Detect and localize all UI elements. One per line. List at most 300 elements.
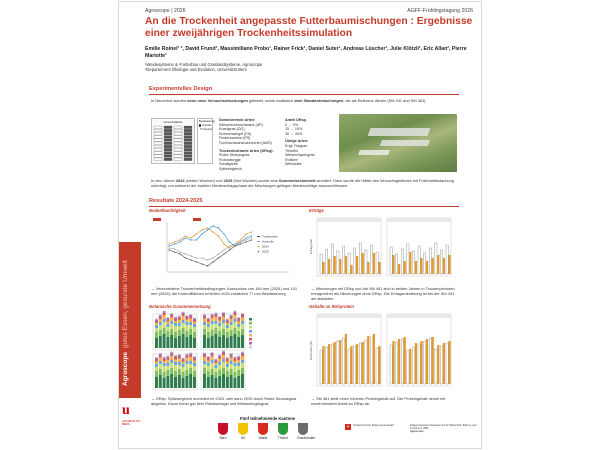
botanical-bar-segment [163,363,166,366]
moisture-point [223,249,224,250]
botanical-bar-segment [159,330,162,336]
botanical-bar-segment [159,375,162,388]
protein-bar-drought [404,337,406,384]
botanical-bar-segment [203,353,206,354]
yield-chart [309,214,459,284]
moisture-point [179,251,180,252]
botanical-bar-segment [218,337,221,348]
botanical-bar-segment [241,360,244,363]
botanical-bar-segment [159,358,162,362]
botanical-bar-segment [207,359,210,361]
botanical-bar-segment [159,353,162,354]
botanical-bar-segment [237,360,240,363]
botanical-bar-segment [214,321,217,324]
species-item: Knaulgras (DG) [219,127,245,132]
botanical-bar-segment [237,358,240,360]
botanical-bar-segment [174,323,177,326]
botanical-bar-segment [218,356,221,358]
moisture-point [251,239,252,240]
botanical-chart [149,310,299,394]
botanical-bar-segment [237,363,240,366]
botanical-bar-segment [230,316,233,318]
botanical-bar-segment [170,356,173,360]
plot-cell [154,136,162,139]
botanical-bar-segment [193,366,196,371]
botanical-bar-segment [237,331,240,337]
canton-name: Thürnn [277,436,289,440]
botanical-legend-swatch [249,330,252,333]
botanical-bar-segment [218,376,221,388]
botanical-bar-segment [218,355,221,356]
botanical-bar-segment [211,318,214,321]
results-rule [149,206,459,207]
botanical-bar-segment [170,324,173,329]
botanical-bar-segment [182,320,185,323]
botanical-bar-segment [163,322,166,328]
protein-bar-control [407,350,409,384]
botanical-bar-segment [230,336,233,348]
botanical-bar-segment [226,328,229,332]
yield-bar-control [407,244,409,274]
canton-graubünden [297,423,316,440]
protein-bar-drought [415,343,417,384]
method-text-run: Sommertrockenheit [278,178,316,183]
botanical-bar-segment [193,319,196,321]
protein-bar-drought [322,346,324,384]
yield-bar-control [354,248,356,274]
protein-bar-control [376,348,378,384]
canton-wallis [257,423,269,439]
botanical-bar-segment [233,322,236,328]
botanical-bar-segment [166,331,169,337]
botanical-bar-segment [166,317,169,318]
plot-cell [184,126,192,129]
plot-cell [164,155,172,158]
botanical-bar-segment [174,338,177,348]
yield-bar-control [376,252,378,274]
botanical-bar-segment [218,331,221,337]
botanical-bar-segment [214,317,217,321]
design-intro-run: , die als Referenz dienen (SM 431 and SM 481). [343,98,427,103]
protein-bar-drought [409,349,411,384]
field-plot-schematic [151,118,195,164]
moisture-point [251,235,252,236]
botanical-bar-segment [159,319,162,322]
poster [119,2,481,448]
botanical-bar-segment [203,322,206,325]
botanical-bar-segment [163,359,166,361]
botanical-bar-segment [214,315,217,317]
botanical-bar-segment [211,360,214,363]
botanical-bar-segment [211,353,214,355]
botanical-bar-segment [203,357,206,361]
plot-cell [154,139,162,142]
botanical-bar-segment [241,363,244,368]
sidebar [119,2,141,448]
botanical-bar-segment [211,315,214,317]
botanical-bar-segment [189,329,192,335]
protein-bar-drought [328,344,330,384]
protein-bar-control [390,345,392,384]
yield-bar-drought [398,264,400,274]
botanical-bar-segment [222,317,225,321]
moisture-point [223,233,224,234]
botanical-bar-segment [170,352,173,353]
botanical-bar-segment [185,315,188,316]
botanical-bar-segment [174,332,177,338]
design-intro-run: getestet, sowie zusätzlich [247,98,295,103]
botanical-bar-segment [211,375,214,388]
botanical-bar-segment [163,361,166,363]
botanical-bar-segment [170,318,173,322]
plot-cell [164,136,172,139]
botanical-bar-segment [159,316,162,318]
moisture-point [223,243,224,244]
yield-bar-drought [373,253,375,274]
plot-cell [154,142,162,145]
botanical-bar-segment [178,355,181,357]
botanical-bar-segment [218,326,221,331]
share-item: 30 → 30% [285,131,303,136]
yield-bar-control [396,254,398,274]
yield-panel-strip [317,218,381,222]
botanical-bar-segment [174,358,177,360]
botanical-bar-segment [189,368,192,374]
protein-bar-control [424,341,426,384]
protein-bar-drought [350,346,352,384]
moisture-point [168,249,169,250]
yield-bar-control [435,243,437,274]
botanical-bar-segment [233,363,236,366]
moisture-point [190,259,191,260]
botanical-bar-segment [203,354,206,356]
botanical-bar-segment [193,359,196,361]
moisture-point [185,237,186,238]
botanical-bar-segment [174,356,177,358]
botanical-bar-segment [193,322,196,324]
botanical-bar-segment [170,360,173,363]
botanical-bar-segment [185,316,188,318]
botanical-bar-segment [237,318,240,320]
botanical-bar-segment [170,313,173,314]
botanical-bar-segment [226,362,229,365]
moisture-point [212,261,213,262]
botanical-bar-segment [226,319,229,320]
protein-chart [309,310,459,394]
plot-cell [154,152,162,155]
botanical-note: → DRsp: Spitzwegerich dominiert im 2024, weil dann 2025 durch Rotes Straussgras abgelöst. Kaum höher gar kein Robstsebsgel und Wiesenbegesgras [151,396,297,406]
moisture-point [207,265,208,266]
botanical-bar-segment [237,370,240,376]
protein-bar-drought [420,341,422,384]
yield-bar-drought [404,261,406,274]
plot-cell [174,126,182,129]
botanical-bar-segment [185,331,188,337]
botanical-bar-segment [222,362,225,368]
plot-cell [164,129,172,132]
botanical-bar-segment [233,357,236,358]
moisture-point [245,233,246,234]
botanical-bar-segment [155,319,158,320]
design-intro-run: neun neue Versuchsmischungen [187,98,248,103]
botanical-bar-segment [178,326,181,330]
canton-shield-icon [298,423,308,435]
botanical-bar-segment [214,328,217,334]
botanical-bar-segment [155,377,158,388]
botanical-bar-segment [222,351,225,352]
botanical-bar-segment [163,372,166,378]
moisture-point [229,245,230,246]
botanical-bar-segment [155,328,158,332]
botanical-bar-segment [163,312,166,314]
botanical-bar-segment [185,361,188,364]
yield-bar-drought [350,265,352,274]
botanical-bar-segment [182,314,185,316]
botanical-bar-segment [159,325,162,330]
protein-bar-drought [448,341,450,384]
botanical-bar-segment [185,322,188,325]
protein-ylabel: Rohprotein (%) [309,341,313,360]
botanical-bar-segment [163,311,166,312]
botanical-bar-segment [193,357,196,359]
botanical-bar-segment [166,324,169,327]
protein-panel-strip [317,314,381,318]
botanical-bar-segment [170,374,173,388]
botanical-bar-segment [230,354,233,356]
yield-bar-drought [426,261,428,274]
botanical-bar-segment [241,313,244,314]
botanical-legend-swatch [249,334,252,337]
protein-bar-drought [362,342,364,384]
botanical-bar-segment [166,363,169,366]
botanical-bar-segment [226,357,229,358]
canton-shield-icon [238,423,248,435]
period-2024-marker [153,218,161,221]
yield-bar-control [359,243,361,274]
yield-bar-control [337,251,339,274]
yield-bar-control [390,247,392,274]
botanical-bar-segment [237,357,240,359]
botanical-bar-segment [203,368,206,374]
protein-bar-control [354,346,356,384]
botanical-bar-segment [163,358,166,360]
canton-shield-icon [258,423,268,435]
botanical-bar-segment [226,321,229,323]
botanical-bar-segment [218,317,221,319]
botanical-bar-segment [178,359,181,363]
botanical-bar-segment [230,361,233,364]
moisture-point [179,241,180,242]
botanical-bar-segment [193,371,196,377]
botanical-bar-segment [182,358,185,359]
yield-bar-drought [334,256,336,274]
botanical-bar-segment [211,352,214,353]
botanical-bar-segment [222,368,225,374]
moisture-point [201,263,202,264]
botanical-bar-segment [182,313,185,315]
botanical-bar-segment [233,334,236,348]
botanical-bar-segment [207,377,210,388]
drought-species-item: Spitzwegerich [219,166,242,171]
yield-bar-control [401,249,403,274]
botanical-bar-segment [174,321,177,323]
botanical-bar-segment [237,320,240,322]
moisture-point [218,257,219,258]
botanical-bar-segment [241,321,244,324]
yield-bar-drought [345,256,347,274]
yield-bar-drought [437,255,439,274]
botanical-bar-segment [233,315,236,319]
botanical-bar-segment [226,358,229,360]
botanical-bar-segment [226,323,229,325]
plot-cell [184,139,192,142]
botanical-bar-segment [222,374,225,388]
moisture-point [190,237,191,238]
design-heading: Experimentelles Design [149,86,213,92]
botanical-bar-segment [237,337,240,348]
botanical-bar-segment [189,315,192,317]
botanical-bar-segment [170,329,173,335]
botanical-bar-segment [203,364,206,368]
botanical-bar-segment [185,354,188,355]
plot-cell [164,132,172,135]
moisture-point [196,257,197,258]
yield-bar-drought [339,259,341,274]
botanical-bar-segment [178,375,181,388]
botanical-legend-swatch [249,326,252,329]
moisture-point [201,257,202,258]
protein-bar-control [320,350,322,384]
botanical-bar-segment [226,325,229,328]
plot-cell [184,142,192,145]
protein-bar-drought [373,334,375,384]
botanical-bar-segment [237,322,240,325]
moisture-point [190,239,191,240]
moisture-point [218,253,219,254]
botanical-bar-segment [207,356,210,357]
moisture-point [245,241,246,242]
moisture-point [218,227,219,228]
moisture-point [229,249,230,250]
moisture-point [168,245,169,246]
botanical-bar-segment [214,378,217,388]
botanical-bar-segment [174,355,177,356]
botanical-bar-segment [182,372,185,378]
moisture-point [207,227,208,228]
design-intro-run: zwei Standardmischungen [294,98,344,103]
moisture-point [185,235,186,236]
canton-shield-icon [218,423,228,435]
design-intro [151,98,456,103]
botanical-bar-segment [178,330,181,336]
botanical-bar-segment [211,357,214,361]
botanical-bar-segment [189,357,192,361]
botanical-bar-segment [163,328,166,334]
botanical-bar-segment [178,362,181,365]
plot-cell [184,155,192,158]
botanical-bar-segment [207,371,210,377]
botanical-bar-segment [185,318,188,320]
legend-2024-label: 2024 [262,244,269,249]
botanical-bar-segment [241,316,244,318]
botanical-bar-segment [155,338,158,348]
botanical-bar-segment [241,368,244,374]
plot-cell [184,129,192,132]
botanical-bar-segment [203,314,206,315]
botanical-bar-segment [207,320,210,322]
botanical-bar-segment [193,320,196,322]
botanical-bar-segment [230,319,233,322]
botanical-bar-segment [241,314,244,316]
botanical-bar-segment [226,360,229,362]
canton-name: Wallis [258,436,268,440]
botanical-bar-segment [211,363,214,369]
protein-bar-control [370,337,372,384]
botanical-bar-segment [159,336,162,348]
yield-bar-drought [322,262,324,274]
botanical-bar-segment [159,369,162,375]
botanical-bar-segment [207,332,210,338]
yield-bar-control [418,246,420,274]
botanical-bar-segment [211,321,214,324]
botanical-bar-segment [155,360,158,362]
botanical-bar-segment [155,357,158,358]
botanical-bar-segment [189,364,192,368]
botanical-bar-segment [211,324,214,330]
botanical-bar-segment [182,378,185,388]
moisture-point [240,241,241,242]
botanical-bar-segment [237,356,240,357]
moisture-point [229,241,230,242]
botanical-bar-segment [211,336,214,348]
plot-cell [184,136,192,139]
plot-cell [184,145,192,148]
legend-2025-label: 2025 [262,249,269,254]
botanical-bar-segment [214,324,217,328]
botanical-bar-segment [193,377,196,388]
protein-bar-control [412,347,414,384]
canton-name: Bern [219,436,227,440]
botanical-bar-segment [214,359,217,360]
plot-cell [154,145,162,148]
botanical-bar-segment [174,318,177,320]
botanical-bar-segment [233,361,236,363]
botanical-bar-segment [193,356,196,357]
logo-letter: u [122,403,130,418]
university-logo [122,403,141,440]
botanical-bar-segment [178,317,181,319]
botanical-bar-segment [174,371,177,377]
botanical-bar-segment [237,327,240,331]
legend-drought: Trockenheit [200,128,213,131]
protein-subhead: Gehalte an Rohprotein [309,304,354,309]
botanical-bar-segment [241,324,244,329]
botanical-bar-segment [233,313,236,315]
irrigation-legend [197,118,213,164]
botanical-bar-segment [189,322,192,325]
yield-bar-control [331,244,333,274]
botanical-bar-segment [211,355,214,357]
protein-bar-control [396,342,398,384]
botanical-bar-segment [237,366,240,370]
species-item: Fuchsschwanzhauhechel (AMS) [219,140,272,145]
yield-bar-drought [356,256,358,274]
botanical-bar-segment [159,317,162,319]
botanical-bar-segment [193,324,196,327]
yield-bar-control [412,251,414,274]
moisture-point [168,243,169,244]
botanical-bar-segment [189,353,192,354]
